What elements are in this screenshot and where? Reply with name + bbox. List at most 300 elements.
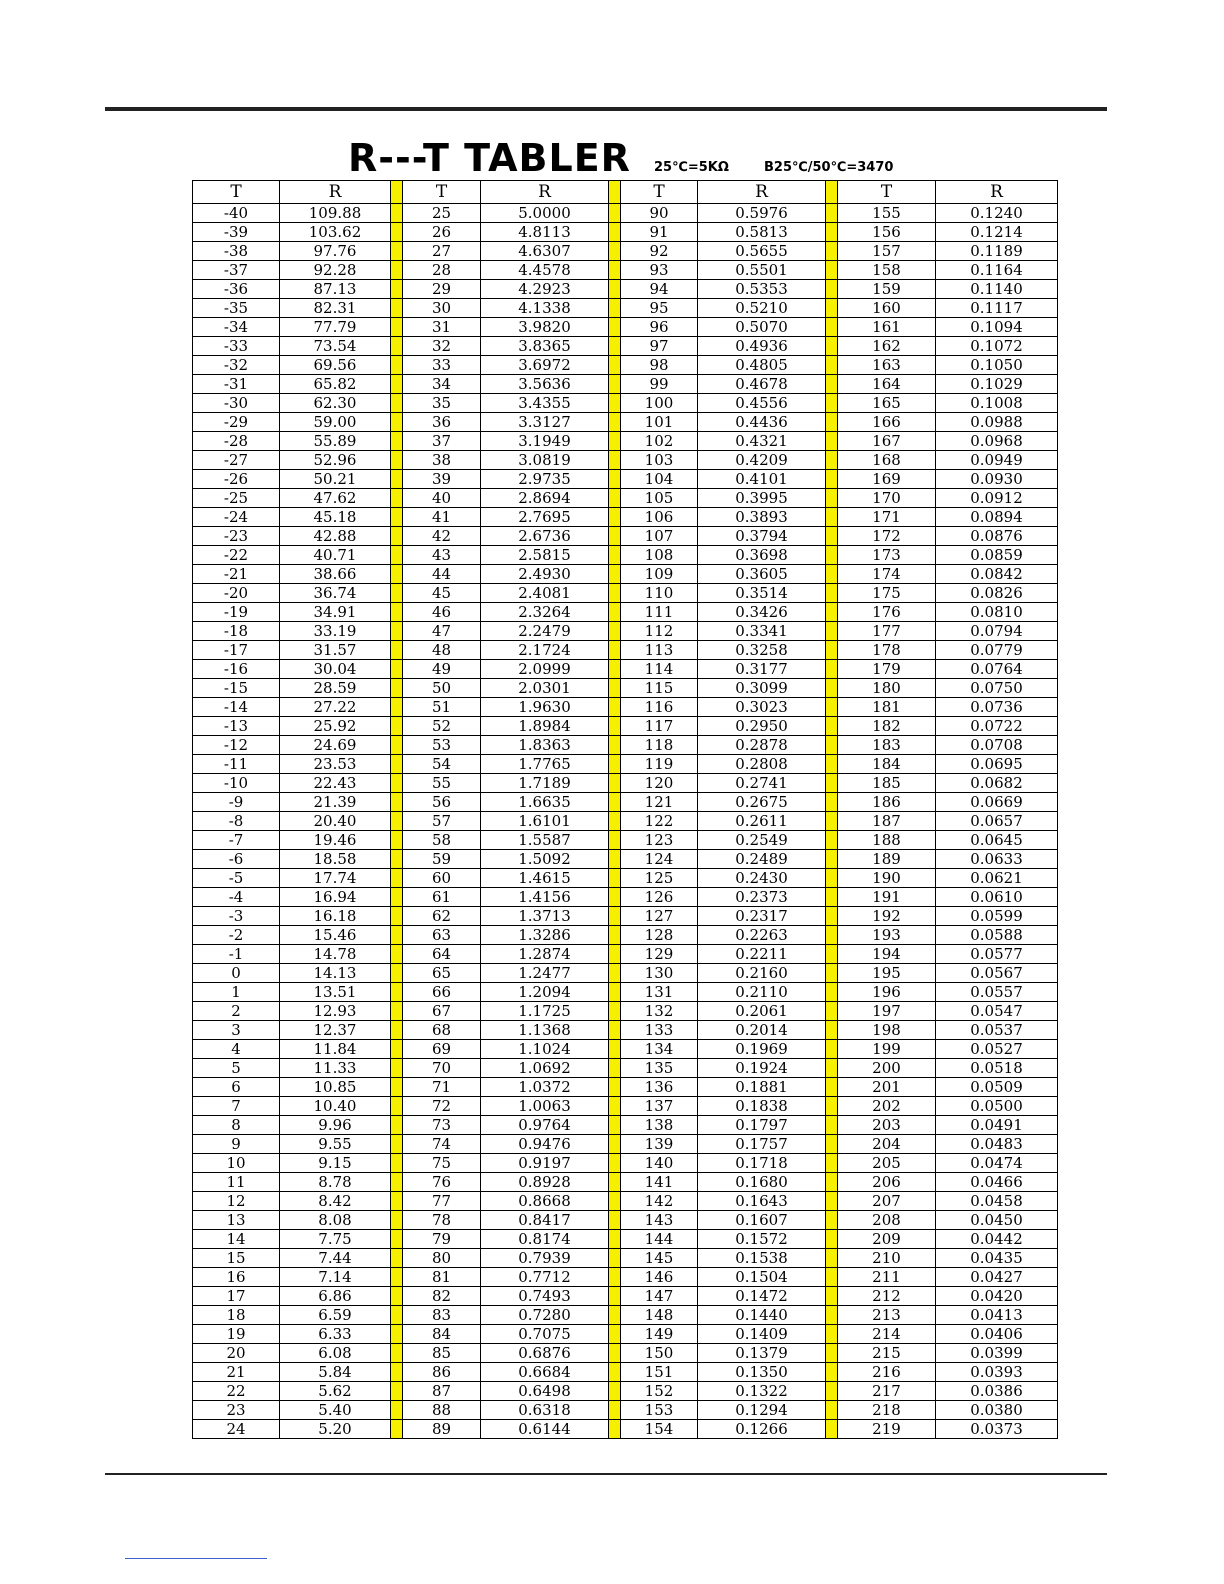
temperature-cell: 52 (403, 717, 481, 736)
column-separator (826, 1116, 838, 1135)
resistance-cell: 0.0557 (936, 983, 1058, 1002)
resistance-cell: 1.5587 (481, 831, 609, 850)
temperature-cell: 21 (193, 1363, 280, 1382)
column-separator (391, 1344, 403, 1363)
table-row (193, 565, 1058, 584)
temperature-cell: 195 (838, 964, 936, 983)
temperature-cell: 139 (621, 1135, 698, 1154)
resistance-cell: 1.2477 (481, 964, 609, 983)
temperature-cell: -21 (193, 565, 280, 584)
resistance-cell: 0.2808 (698, 755, 826, 774)
column-separator (609, 181, 621, 204)
resistance-cell: 0.4678 (698, 375, 826, 394)
column-separator (391, 375, 403, 394)
temperature-cell: 118 (621, 736, 698, 755)
header-row (193, 181, 1058, 204)
resistance-cell: 0.0842 (936, 565, 1058, 584)
column-separator (609, 964, 621, 983)
temperature-cell: 28 (403, 261, 481, 280)
resistance-cell: 4.6307 (481, 242, 609, 261)
resistance-cell: 0.7712 (481, 1268, 609, 1287)
resistance-cell: 55.89 (280, 432, 391, 451)
resistance-cell: 1.4615 (481, 869, 609, 888)
column-separator (391, 1021, 403, 1040)
temperature-cell: -36 (193, 280, 280, 299)
temperature-cell: 146 (621, 1268, 698, 1287)
temperature-cell: 78 (403, 1211, 481, 1230)
resistance-cell: 14.78 (280, 945, 391, 964)
table-row (193, 1230, 1058, 1249)
table-row (193, 717, 1058, 736)
temperature-cell: 147 (621, 1287, 698, 1306)
resistance-cell: 1.1725 (481, 1002, 609, 1021)
table-row (193, 1306, 1058, 1325)
resistance-cell: 0.0427 (936, 1268, 1058, 1287)
column-separator (609, 850, 621, 869)
column-separator (609, 204, 621, 223)
column-separator (826, 318, 838, 337)
column-separator (609, 736, 621, 755)
resistance-cell: 0.0588 (936, 926, 1058, 945)
column-separator (609, 755, 621, 774)
temperature-cell: 159 (838, 280, 936, 299)
column-separator (609, 812, 621, 831)
column-separator (391, 888, 403, 907)
resistance-cell: 0.2211 (698, 945, 826, 964)
temperature-cell: 150 (621, 1344, 698, 1363)
resistance-cell: 0.1350 (698, 1363, 826, 1382)
temperature-cell: 219 (838, 1420, 936, 1439)
column-separator (391, 1249, 403, 1268)
temperature-cell: 8 (193, 1116, 280, 1135)
resistance-cell: 0.0393 (936, 1363, 1058, 1382)
column-separator (826, 204, 838, 223)
resistance-cell: 0.2430 (698, 869, 826, 888)
column-separator (826, 1401, 838, 1420)
resistance-cell: 0.0399 (936, 1344, 1058, 1363)
resistance-cell: 8.42 (280, 1192, 391, 1211)
column-separator (391, 242, 403, 261)
resistance-cell: 1.6101 (481, 812, 609, 831)
resistance-cell: 0.9197 (481, 1154, 609, 1173)
table-row (193, 1382, 1058, 1401)
resistance-cell: 19.46 (280, 831, 391, 850)
table-row (193, 698, 1058, 717)
resistance-cell: 6.59 (280, 1306, 391, 1325)
temperature-cell: 16 (193, 1268, 280, 1287)
table-row (193, 413, 1058, 432)
table-row (193, 831, 1058, 850)
temperature-cell: 55 (403, 774, 481, 793)
resistance-cell: 0.6144 (481, 1420, 609, 1439)
resistance-cell: 0.1189 (936, 242, 1058, 261)
temperature-cell: 190 (838, 869, 936, 888)
column-separator (826, 641, 838, 660)
resistance-cell: 0.1094 (936, 318, 1058, 337)
temperature-cell: 196 (838, 983, 936, 1002)
column-separator (826, 717, 838, 736)
temperature-cell: 153 (621, 1401, 698, 1420)
temperature-cell: 143 (621, 1211, 698, 1230)
resistance-cell: 0.1680 (698, 1173, 826, 1192)
table-row (193, 1135, 1058, 1154)
resistance-cell: 4.1338 (481, 299, 609, 318)
resistance-cell: 42.88 (280, 527, 391, 546)
temperature-cell: 216 (838, 1363, 936, 1382)
table-row (193, 584, 1058, 603)
resistance-cell: 52.96 (280, 451, 391, 470)
temperature-cell: 157 (838, 242, 936, 261)
temperature-cell: 29 (403, 280, 481, 299)
temperature-cell: -4 (193, 888, 280, 907)
temperature-cell: -40 (193, 204, 280, 223)
temperature-cell: 7 (193, 1097, 280, 1116)
resistance-cell: 3.8365 (481, 337, 609, 356)
column-separator (826, 1249, 838, 1268)
temperature-cell: 112 (621, 622, 698, 641)
header-t: T (838, 181, 936, 204)
bottom-rule (105, 1473, 1107, 1475)
column-separator (391, 1287, 403, 1306)
column-separator (609, 565, 621, 584)
resistance-cell: 0.0968 (936, 432, 1058, 451)
resistance-cell: 0.0894 (936, 508, 1058, 527)
resistance-cell: 7.75 (280, 1230, 391, 1249)
resistance-cell: 10.40 (280, 1097, 391, 1116)
temperature-cell: 88 (403, 1401, 481, 1420)
temperature-cell: 94 (621, 280, 698, 299)
table-row (193, 793, 1058, 812)
resistance-cell: 0.0750 (936, 679, 1058, 698)
temperature-cell: -35 (193, 299, 280, 318)
resistance-cell: 0.6318 (481, 1401, 609, 1420)
temperature-cell: 191 (838, 888, 936, 907)
resistance-cell: 0.1240 (936, 204, 1058, 223)
resistance-cell: 1.2094 (481, 983, 609, 1002)
top-rule (105, 107, 1107, 111)
column-separator (391, 964, 403, 983)
table-row (193, 1154, 1058, 1173)
temperature-cell: 72 (403, 1097, 481, 1116)
column-separator (826, 432, 838, 451)
column-separator (826, 1135, 838, 1154)
temperature-cell: -19 (193, 603, 280, 622)
table-row (193, 1192, 1058, 1211)
resistance-cell: 0.0779 (936, 641, 1058, 660)
temperature-cell: 188 (838, 831, 936, 850)
temperature-cell: 129 (621, 945, 698, 964)
resistance-cell: 3.9820 (481, 318, 609, 337)
resistance-cell: 77.79 (280, 318, 391, 337)
resistance-cell: 73.54 (280, 337, 391, 356)
resistance-cell: 1.8363 (481, 736, 609, 755)
table-row (193, 1040, 1058, 1059)
table-row (193, 470, 1058, 489)
temperature-cell: 197 (838, 1002, 936, 1021)
column-separator (609, 717, 621, 736)
column-separator (826, 565, 838, 584)
resistance-cell: 0.1214 (936, 223, 1058, 242)
resistance-cell: 1.1368 (481, 1021, 609, 1040)
resistance-cell: 0.6684 (481, 1363, 609, 1382)
column-separator (391, 261, 403, 280)
column-separator (609, 1325, 621, 1344)
column-separator (826, 1420, 838, 1439)
column-separator (826, 1021, 838, 1040)
column-separator (391, 1192, 403, 1211)
header-r: R (481, 181, 609, 204)
temperature-cell: 70 (403, 1059, 481, 1078)
column-separator (609, 1154, 621, 1173)
table-row (193, 1002, 1058, 1021)
temperature-cell: 27 (403, 242, 481, 261)
temperature-cell: 204 (838, 1135, 936, 1154)
resistance-cell: 0.1409 (698, 1325, 826, 1344)
temperature-cell: 148 (621, 1306, 698, 1325)
resistance-cell: 0.5070 (698, 318, 826, 337)
resistance-cell: 16.94 (280, 888, 391, 907)
resistance-cell: 0.1969 (698, 1040, 826, 1059)
column-separator (826, 698, 838, 717)
column-separator (609, 641, 621, 660)
resistance-cell: 22.43 (280, 774, 391, 793)
temperature-cell: 63 (403, 926, 481, 945)
temperature-cell: 189 (838, 850, 936, 869)
resistance-cell: 0.0527 (936, 1040, 1058, 1059)
column-separator (826, 945, 838, 964)
table-row (193, 812, 1058, 831)
resistance-cell: 0.1294 (698, 1401, 826, 1420)
resistance-cell: 0.1881 (698, 1078, 826, 1097)
column-separator (609, 584, 621, 603)
resistance-cell: 0.0764 (936, 660, 1058, 679)
resistance-cell: 0.2950 (698, 717, 826, 736)
header-r: R (936, 181, 1058, 204)
resistance-cell: 0.3426 (698, 603, 826, 622)
column-separator (609, 1059, 621, 1078)
temperature-cell: 75 (403, 1154, 481, 1173)
temperature-cell: 138 (621, 1116, 698, 1135)
temperature-cell: -3 (193, 907, 280, 926)
resistance-cell: 0.0420 (936, 1287, 1058, 1306)
column-separator (826, 280, 838, 299)
temperature-cell: 50 (403, 679, 481, 698)
temperature-cell: 142 (621, 1192, 698, 1211)
resistance-cell: 7.14 (280, 1268, 391, 1287)
table-body (193, 204, 1058, 1439)
temperature-cell: 98 (621, 356, 698, 375)
resistance-cell: 9.55 (280, 1135, 391, 1154)
resistance-cell: 0.0474 (936, 1154, 1058, 1173)
temperature-cell: 74 (403, 1135, 481, 1154)
column-separator (609, 1192, 621, 1211)
column-separator (826, 261, 838, 280)
table-row (193, 641, 1058, 660)
column-separator (609, 1268, 621, 1287)
temperature-cell: 131 (621, 983, 698, 1002)
temperature-cell: 166 (838, 413, 936, 432)
temperature-cell: -28 (193, 432, 280, 451)
temperature-cell: 181 (838, 698, 936, 717)
column-separator (609, 622, 621, 641)
resistance-cell: 0.3995 (698, 489, 826, 508)
column-separator (391, 774, 403, 793)
temperature-cell: 61 (403, 888, 481, 907)
column-separator (826, 337, 838, 356)
resistance-cell: 0.0373 (936, 1420, 1058, 1439)
column-separator (609, 223, 621, 242)
temperature-cell: 169 (838, 470, 936, 489)
temperature-cell: -10 (193, 774, 280, 793)
temperature-cell: -25 (193, 489, 280, 508)
column-separator (826, 527, 838, 546)
resistance-cell: 0.8928 (481, 1173, 609, 1192)
resistance-cell: 0.2741 (698, 774, 826, 793)
column-separator (609, 318, 621, 337)
temperature-cell: 44 (403, 565, 481, 584)
table-row (193, 1268, 1058, 1287)
temperature-cell: 104 (621, 470, 698, 489)
resistance-cell: 2.4081 (481, 584, 609, 603)
temperature-cell: 14 (193, 1230, 280, 1249)
resistance-cell: 0.9476 (481, 1135, 609, 1154)
column-separator (826, 907, 838, 926)
resistance-cell: 0.0537 (936, 1021, 1058, 1040)
temperature-cell: 33 (403, 356, 481, 375)
resistance-cell: 10.85 (280, 1078, 391, 1097)
resistance-cell: 0.1572 (698, 1230, 826, 1249)
column-separator (609, 261, 621, 280)
temperature-cell: 117 (621, 717, 698, 736)
temperature-cell: -6 (193, 850, 280, 869)
temperature-cell: -27 (193, 451, 280, 470)
temperature-cell: -15 (193, 679, 280, 698)
temperature-cell: 192 (838, 907, 936, 926)
resistance-cell: 59.00 (280, 413, 391, 432)
temperature-cell: 144 (621, 1230, 698, 1249)
column-separator (391, 204, 403, 223)
temperature-cell: 49 (403, 660, 481, 679)
temperature-cell: 168 (838, 451, 936, 470)
column-separator (826, 736, 838, 755)
title-block (348, 136, 893, 180)
temperature-cell: 4 (193, 1040, 280, 1059)
temperature-cell: 38 (403, 451, 481, 470)
resistance-cell: 1.7189 (481, 774, 609, 793)
temperature-cell: -38 (193, 242, 280, 261)
table-row (193, 508, 1058, 527)
column-separator (826, 850, 838, 869)
temperature-cell: 48 (403, 641, 481, 660)
temperature-cell: 0 (193, 964, 280, 983)
resistance-cell: 1.0063 (481, 1097, 609, 1116)
column-separator (826, 223, 838, 242)
resistance-cell: 1.5092 (481, 850, 609, 869)
temperature-cell: 124 (621, 850, 698, 869)
column-separator (826, 1154, 838, 1173)
resistance-cell: 20.40 (280, 812, 391, 831)
column-separator (826, 546, 838, 565)
resistance-cell: 0.0442 (936, 1230, 1058, 1249)
column-separator (609, 1363, 621, 1382)
temperature-cell: 113 (621, 641, 698, 660)
column-separator (609, 394, 621, 413)
column-separator (609, 451, 621, 470)
column-separator (826, 1363, 838, 1382)
temperature-cell: 145 (621, 1249, 698, 1268)
temperature-cell: 121 (621, 793, 698, 812)
temperature-cell: 209 (838, 1230, 936, 1249)
resistance-cell: 0.0413 (936, 1306, 1058, 1325)
table-row (193, 318, 1058, 337)
column-separator (609, 1420, 621, 1439)
column-separator (609, 299, 621, 318)
resistance-cell: 1.0372 (481, 1078, 609, 1097)
resistance-cell: 4.2923 (481, 280, 609, 299)
resistance-cell: 62.30 (280, 394, 391, 413)
resistance-cell: 0.5655 (698, 242, 826, 261)
resistance-cell: 4.4578 (481, 261, 609, 280)
temperature-cell: -37 (193, 261, 280, 280)
resistance-cell: 0.1718 (698, 1154, 826, 1173)
temperature-cell: 36 (403, 413, 481, 432)
resistance-cell: 0.0826 (936, 584, 1058, 603)
temperature-cell: 30 (403, 299, 481, 318)
temperature-cell: 22 (193, 1382, 280, 1401)
resistance-cell: 7.44 (280, 1249, 391, 1268)
column-separator (609, 660, 621, 679)
table-row (193, 755, 1058, 774)
resistance-cell: 6.08 (280, 1344, 391, 1363)
temperature-cell: -14 (193, 698, 280, 717)
resistance-cell: 97.76 (280, 242, 391, 261)
resistance-cell: 0.2014 (698, 1021, 826, 1040)
resistance-cell: 2.0999 (481, 660, 609, 679)
temperature-cell: 171 (838, 508, 936, 527)
table-row (193, 527, 1058, 546)
temperature-cell: 69 (403, 1040, 481, 1059)
resistance-cell: 0.6876 (481, 1344, 609, 1363)
temperature-cell: 87 (403, 1382, 481, 1401)
resistance-cell: 92.28 (280, 261, 391, 280)
temperature-cell: 64 (403, 945, 481, 964)
temperature-cell: -31 (193, 375, 280, 394)
column-separator (826, 489, 838, 508)
column-separator (826, 1344, 838, 1363)
temperature-cell: 18 (193, 1306, 280, 1325)
resistance-cell: 30.04 (280, 660, 391, 679)
column-separator (826, 812, 838, 831)
temperature-cell: 194 (838, 945, 936, 964)
resistance-cell: 0.0912 (936, 489, 1058, 508)
resistance-cell: 0.2611 (698, 812, 826, 831)
temperature-cell: 37 (403, 432, 481, 451)
resistance-cell: 0.4556 (698, 394, 826, 413)
column-separator (826, 1002, 838, 1021)
column-separator (826, 1287, 838, 1306)
table-row (193, 261, 1058, 280)
temperature-cell: 84 (403, 1325, 481, 1344)
resistance-cell: 0.2549 (698, 831, 826, 850)
column-separator (826, 926, 838, 945)
header-t: T (403, 181, 481, 204)
temperature-cell: -30 (193, 394, 280, 413)
temperature-cell: 32 (403, 337, 481, 356)
resistance-cell: 0.4436 (698, 413, 826, 432)
temperature-cell: -26 (193, 470, 280, 489)
column-separator (391, 1230, 403, 1249)
column-separator (391, 1173, 403, 1192)
